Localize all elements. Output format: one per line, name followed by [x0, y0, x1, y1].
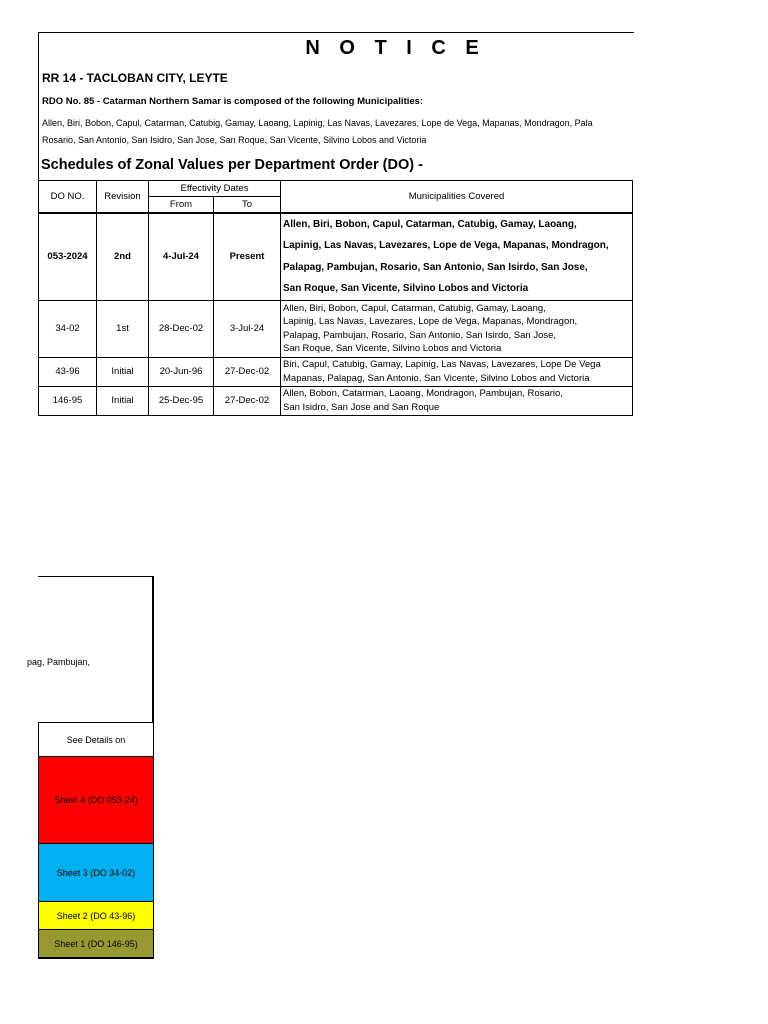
municipalities-line: Palapag, Pambujan, Rosario, San Antonio, San Isirdo, San Jose,: [283, 261, 588, 273]
municipalities-line: Allen, Bobon, Catarman, Laoang, Mondragon, Pambujan, Rosario,: [283, 388, 563, 399]
from-cell: 28-Dec-02: [149, 300, 214, 357]
municipalities-list: [42, 115, 593, 149]
municipalities-line: Mapanas, Palapag, San Antonio, San Vicente, Silvino Lobos and Victoria: [283, 372, 590, 384]
to-cell: 3-Jul-24: [214, 300, 281, 357]
municipalities-line: Palapag, Pambujan, Rosario, San Antonio, San Isirdo, San Jose,: [283, 329, 557, 341]
sheet-4-link[interactable]: Sheet 4 (DO 053-24): [38, 756, 153, 843]
header-municipalities: Municipalities Covered: [281, 181, 633, 213]
sheet-3-link[interactable]: Sheet 3 (DO 34-02): [38, 843, 153, 901]
to-cell: 27-Dec-02: [214, 386, 281, 415]
revision-cell: Initial: [97, 357, 149, 386]
municipalities-cell: [281, 300, 633, 357]
do-no-cell: 34-02: [39, 300, 97, 357]
revision-cell: 2nd: [97, 213, 149, 301]
partial-municipalities-text: pag, Pambujan,: [27, 657, 91, 667]
schedules-heading: Schedules of Zonal Values per Department Order (DO) -: [41, 157, 423, 173]
table-row: [39, 357, 633, 386]
revision-cell: 1st: [97, 300, 149, 357]
municipalities-cell: [281, 357, 633, 386]
notice-sheet: [38, 32, 634, 416]
header-to: To: [214, 197, 281, 213]
zonal-values-table: [38, 180, 633, 416]
sheet-2-link[interactable]: Sheet 2 (DO 43-96): [38, 901, 153, 929]
municipalities-line: Allen, Biri, Bobon, Capul, Catarman, Catubig, Gamay, Laoang,: [283, 302, 546, 314]
lower-sheet: [0, 576, 154, 958]
do-no-cell: 146-95: [39, 386, 97, 415]
table-row: [39, 300, 633, 357]
header-from: From: [149, 197, 214, 213]
header-effectivity: Effectivity Dates: [149, 181, 281, 197]
municipalities-line: San Isidro, San Jose and San Roque: [283, 401, 440, 413]
municipalities-line-2: Rosario, San Antonio, San Isidro, San Jose, San Roque, San Vicente, Silvino Lobos and Victoria: [42, 135, 427, 145]
do-no-cell: 053-2024: [39, 213, 97, 301]
municipalities-line: San Roque, San Vicente, Silvino Lobos and Victoria: [283, 283, 529, 294]
municipalities-line: Biri, Capul, Catubig, Gamay, Lapinig, Las Navas, Lavezares, Lope De Vega: [283, 359, 601, 370]
from-cell: 20-Jun-96: [149, 357, 214, 386]
to-cell: 27-Dec-02: [214, 357, 281, 386]
rdo-line: RDO No. 85 - Catarman Northern Samar is composed of the following Municipalities:: [42, 96, 424, 107]
do-no-cell: 43-96: [39, 357, 97, 386]
municipalities-line-1: Allen, Biri, Bobon, Capul, Catarman, Catubig, Gamay, Laoang, Lapinig, Las Navas, Lavezares, Lope de Vega, Mapanas, Mondragon, Pala: [42, 118, 593, 128]
table-row: [39, 213, 633, 301]
sheet-1-link[interactable]: Sheet 1 (DO 146-95): [38, 929, 153, 957]
table-row: [39, 386, 633, 415]
to-cell: Present: [214, 213, 281, 301]
municipalities-cell: [281, 213, 633, 301]
municipalities-line: Allen, Biri, Bobon, Capul, Catarman, Catubig, Gamay, Laoang,: [283, 218, 577, 230]
see-details-label: See Details on: [38, 722, 153, 756]
municipalities-line: Lapinig, Las Navas, Lavezares, Lope de Vega, Mapanas, Mondragon,: [283, 240, 609, 251]
from-cell: 25-Dec-95: [149, 386, 214, 415]
municipalities-line: Lapinig, Las Navas, Lavezares, Lope de Vega, Mapanas, Mondragon,: [283, 316, 578, 327]
from-cell: 4-Jul-24: [149, 213, 214, 301]
region-heading: RR 14 - TACLOBAN CITY, LEYTE: [42, 71, 228, 85]
revision-cell: Initial: [97, 386, 149, 415]
municipalities-cell: [281, 386, 633, 415]
municipalities-line: San Roque, San Vicente, Silvino Lobos and Victoria: [283, 343, 502, 354]
header-revision: Revision: [97, 181, 149, 213]
notice-title: N O T I C E: [305, 37, 486, 59]
header-do-no: DO NO.: [39, 181, 97, 213]
